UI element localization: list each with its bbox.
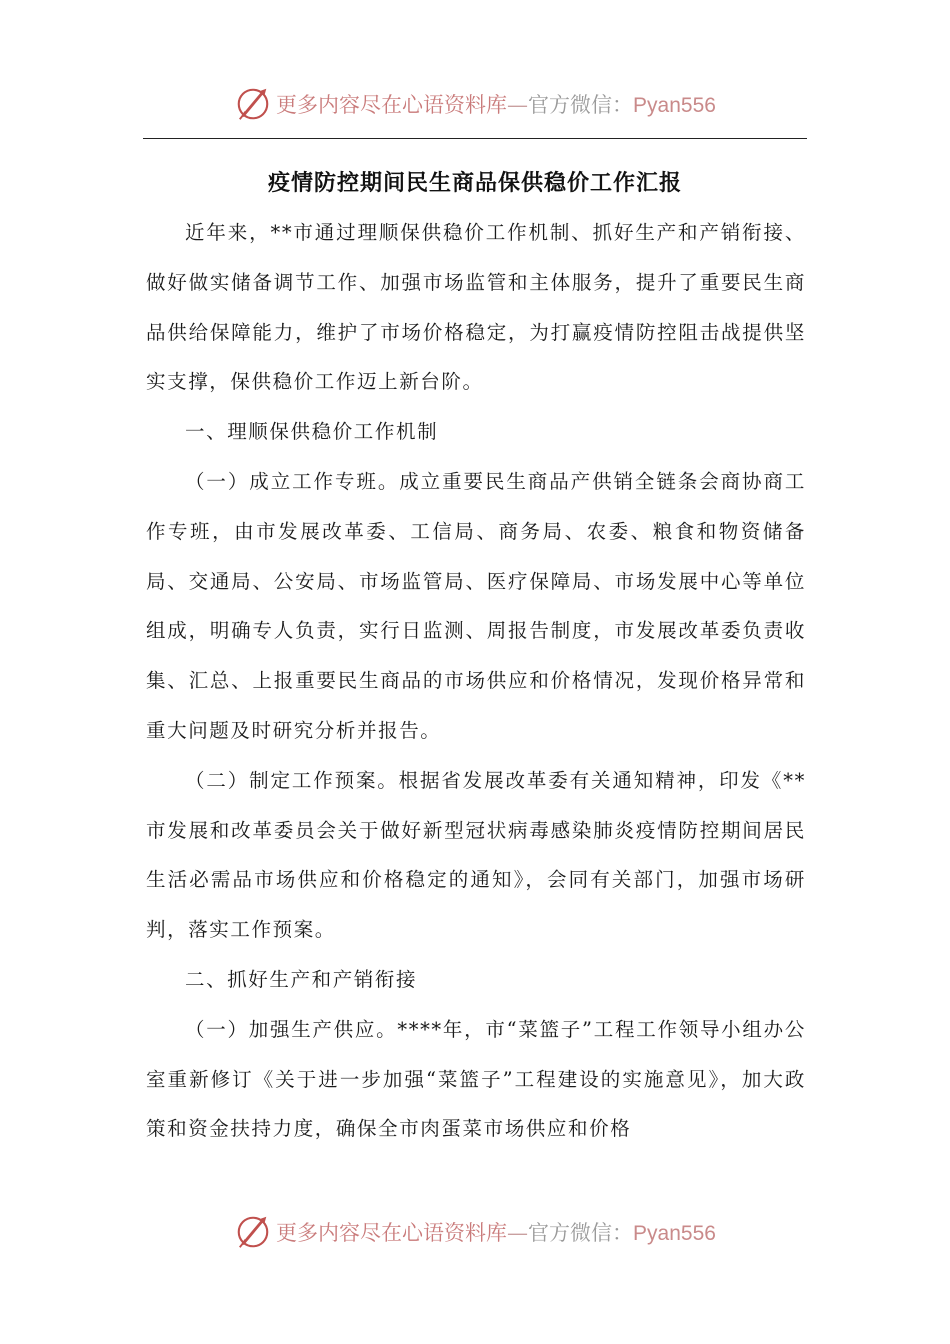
pen-quill-logo-icon: [234, 1213, 272, 1251]
pen-quill-logo-icon: [234, 85, 272, 123]
footer-watermark-wechat-id: Pyan556: [633, 1222, 716, 1245]
paragraph-1-2: （二）制定工作预案。根据省发展改革委有关通知精神，印发《**市发展和改革委员会关于做好新型冠状病毒感染肺炎疫情防控期间居民生活必需品市场供应和价格稳定的通知》，会同有关部门，加强市场研判，落实工作预案。: [146, 768, 806, 942]
footer-watermark-brand: 更多内容尽在心语资料库: [276, 1221, 508, 1245]
paragraph-1-1: （一）成立工作专班。成立重要民生商品产供销全链条会商协商工作专班，由市发展改革委、工信局、商务局、农委、粮食和物资储备局、交通局、公安局、市场监管局、医疗保障局、市场发展中心等单位组成，明确专人负责，实行日监测、周报告制度，市发展改革委负责收集、汇总、上报重要民生商品的市场供应和价格情况，发现价格异常和重大问题及时研究分析并报告。: [146, 469, 806, 742]
paragraph-2-1: （一）加强生产供应。****年，市“菜篮子”工程工作领导小组办公室重新修订《关于进一步加强“菜篮子”工程建设的实施意见》，加大政策和资金扶持力度，确保全市肉蛋菜市场供应和价格: [146, 1017, 806, 1141]
footer-watermark-separator: —: [507, 1221, 529, 1245]
watermark-brand: 更多内容尽在心语资料库: [276, 93, 508, 117]
paragraph-intro: 近年来，**市通过理顺保供稳价工作机制、抓好生产和产销衔接、做好做实储备调节工作、加强市场监管和主体服务，提升了重要民生商品供给保障能力，维护了市场价格稳定，为打赢疫情防控阻击战提供坚实支撑，保供稳价工作迈上新台阶。: [146, 221, 806, 394]
watermark-wechat-id: Pyan556: [633, 94, 716, 117]
watermark-separator: —: [507, 93, 529, 117]
watermark-wechat-label: 官方微信：: [528, 93, 634, 117]
header-divider: [143, 138, 807, 139]
document-body: [146, 208, 806, 1154]
section-heading-1: 一、理顺保供稳价工作机制: [185, 420, 439, 444]
footer-watermark: [0, 1210, 950, 1254]
header-watermark: [0, 82, 950, 126]
document-title: 疫情防控期间民生商品保供稳价工作汇报: [267, 170, 682, 196]
footer-watermark-wechat-label: 官方微信：: [528, 1221, 634, 1245]
section-heading-2: 二、抓好生产和产销衔接: [185, 967, 418, 991]
